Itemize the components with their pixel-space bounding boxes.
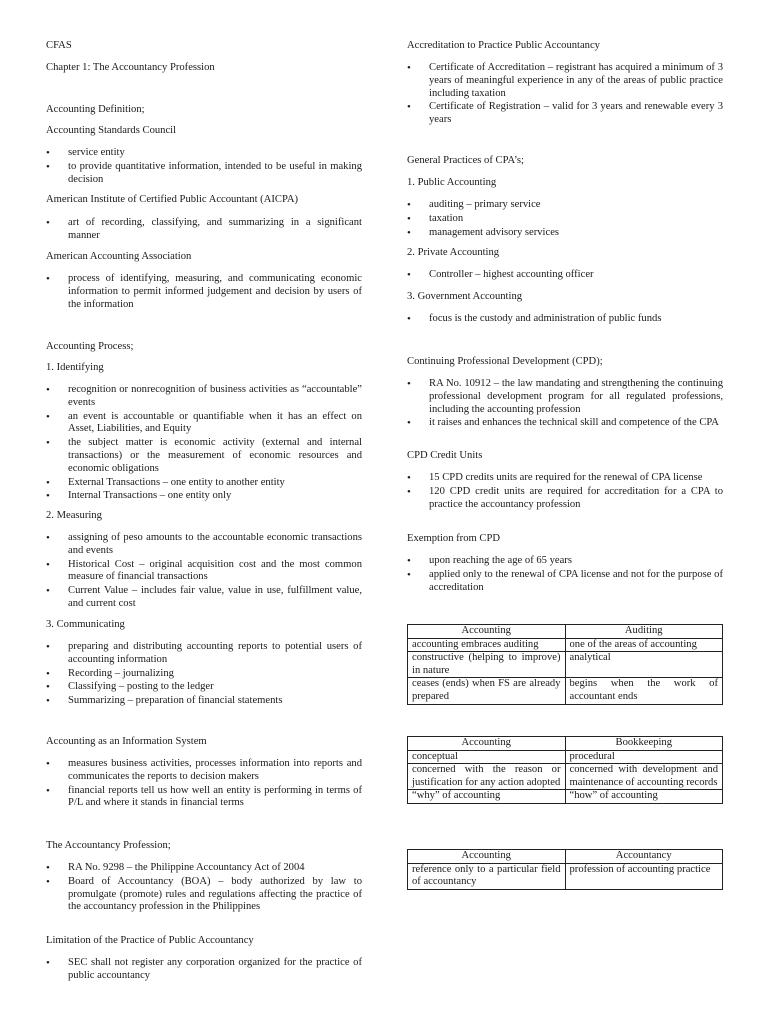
list-item: • management advisory services — [407, 227, 723, 240]
table-header-cell: Accounting — [408, 737, 566, 751]
private-accounting-list — [407, 269, 723, 283]
general-practices-heading: General Practices of CPA’s; — [407, 155, 525, 166]
measuring-list — [46, 532, 362, 612]
cpd-exemption-heading: Exemption from CPD — [407, 533, 500, 544]
asc-heading: Accounting Standards Council — [46, 125, 177, 136]
list-item: • Recording – journalizing — [46, 668, 362, 681]
list-item: • upon reaching the age of 65 years — [407, 555, 723, 568]
list-item: • measures business activities, processes information into reports and communicates the reports to decision makers — [46, 758, 362, 784]
accreditation-list — [407, 62, 723, 128]
public-accounting-heading: 1. Public Accounting — [407, 177, 497, 188]
communicating-heading: 3. Communicating — [46, 619, 125, 630]
cpd-exemption-list — [407, 555, 723, 595]
info-system-heading: Accounting as an Information System — [46, 736, 207, 747]
table-cell: profession of accounting practice — [565, 863, 723, 889]
list-item: • SEC shall not register any corporation organized for the practice of public accountancy — [46, 957, 362, 983]
list-item: • art of recording, classifying, and summarizing in a significant manner — [46, 217, 362, 243]
list-item: • Controller – highest accounting officer — [407, 269, 723, 282]
table-cell: “how” of accounting — [565, 790, 723, 804]
communicating-list — [46, 641, 362, 709]
asc-list — [46, 147, 362, 187]
list-item: • recognition or nonrecognition of business activities as “accountable” events — [46, 384, 362, 410]
list-item: • Certificate of Registration – valid for 3 years and renewable every 3 years — [407, 101, 723, 127]
list-item: • it raises and enhances the technical skill and competence of the CPA — [407, 417, 723, 430]
list-item: • Certificate of Accreditation – registrant has acquired a minimum of 3 years of meaningful experience in any of the areas of public practice including taxation — [407, 62, 723, 100]
cpd-heading: Continuing Professional Development (CPD); — [407, 356, 603, 367]
table-cell: conceptual — [408, 750, 566, 764]
list-item: • Historical Cost – original acquisition cost and the most common measure of financial transactions — [46, 559, 362, 585]
list-item: • to provide quantitative information, intended to be useful in making decision — [46, 161, 362, 187]
table-cell: concerned with the reason or justification for any action adopted — [408, 764, 566, 790]
table-cell: “why” of accounting — [408, 790, 566, 804]
chapter-title: Chapter 1: The Accountancy Profession — [46, 62, 215, 73]
table-header-cell: Accounting — [408, 625, 566, 639]
table-cell: procedural — [565, 750, 723, 764]
list-item: • applied only to the renewal of CPA license and not for the purpose of accreditation — [407, 569, 723, 595]
table-cell: accounting embraces auditing — [408, 638, 566, 652]
table-header-cell: Accountancy — [565, 850, 723, 864]
table-cell: analytical — [565, 652, 723, 678]
list-item: • Classifying – posting to the ledger — [46, 681, 362, 694]
profession-list — [46, 862, 362, 915]
list-item: • Current Value – includes fair value, value in use, fulfillment value, and current cost — [46, 585, 362, 611]
aicpa-heading: American Institute of Certified Public Accountant (AICPA) — [46, 194, 299, 205]
info-system-list — [46, 758, 362, 811]
table-cell: constructive (helping to improve) in nature — [408, 652, 566, 678]
list-item: • process of identifying, measuring, and communicating economic information to permit informed judgement and decision by users of the information — [46, 273, 362, 311]
definition-heading: Accounting Definition; — [46, 104, 145, 115]
table-row — [408, 863, 723, 889]
table-header-row — [408, 850, 723, 864]
list-item: • auditing – primary service — [407, 199, 723, 212]
limitation-heading: Limitation of the Practice of Public Accountancy — [46, 935, 254, 946]
private-accounting-heading: 2. Private Accounting — [407, 247, 500, 258]
table-row — [408, 652, 723, 678]
aaa-list — [46, 273, 362, 312]
cpd-list — [407, 378, 723, 431]
table-cell: ceases (ends) when FS are already prepared — [408, 678, 566, 704]
aaa-heading: American Accounting Association — [46, 251, 192, 262]
list-item: • RA No. 9298 – the Philippine Accountancy Act of 2004 — [46, 862, 362, 875]
table-row — [408, 764, 723, 790]
table-cell: begins when the work of accountant ends — [565, 678, 723, 704]
document-title: CFAS — [46, 40, 72, 51]
accreditation-heading: Accreditation to Practice Public Accountancy — [407, 40, 600, 51]
government-accounting-heading: 3. Government Accounting — [407, 291, 523, 302]
identifying-heading: 1. Identifying — [46, 362, 104, 373]
cpd-credit-heading: CPD Credit Units — [407, 450, 483, 461]
list-item: • 120 CPD credit units are required for accreditation for a CPA to practice the accountancy profession — [407, 486, 723, 512]
list-item: • the subject matter is economic activity (external and internal transactions) or the measurement of economic resources and economic obligations — [46, 437, 362, 475]
accounting-vs-accountancy-table — [407, 849, 723, 890]
public-accounting-list — [407, 199, 723, 240]
list-item: • Summarizing – preparation of financial statements — [46, 695, 362, 708]
list-item: • an event is accountable or quantifiable when it has an effect on Asset, Liabilities, and Equity — [46, 411, 362, 437]
table-cell: one of the areas of accounting — [565, 638, 723, 652]
list-item: • 15 CPD credits units are required for the renewal of CPA license — [407, 472, 723, 485]
table-cell: reference only to a particular field of accountancy — [408, 863, 566, 889]
process-heading: Accounting Process; — [46, 341, 134, 352]
table-header-cell: Accounting — [408, 850, 566, 864]
list-item: • focus is the custody and administration of public funds — [407, 313, 723, 326]
cpd-credit-list — [407, 472, 723, 512]
profession-heading: The Accountancy Profession; — [46, 840, 171, 851]
table-header-row — [408, 625, 723, 639]
table-row — [408, 750, 723, 764]
list-item: • taxation — [407, 213, 723, 226]
list-item: • RA No. 10912 – the law mandating and strengthening the continuing professional development program for all regulated professions, including the accounting profession — [407, 378, 723, 416]
list-item: • service entity — [46, 147, 362, 160]
list-item: • financial reports tell us how well an entity is performing in terms of P/L and where it stands in financial terms — [46, 785, 362, 811]
table-row — [408, 638, 723, 652]
aicpa-list — [46, 217, 362, 244]
table-row — [408, 678, 723, 704]
list-item: • Internal Transactions – one entity only — [46, 490, 362, 503]
table-header-cell: Bookkeeping — [565, 737, 723, 751]
list-item: • Board of Accountancy (BOA) – body authorized by law to promulgate (promote) rules and regulations affecting the practice of the accountancy profession in the Philippines — [46, 876, 362, 914]
table-header-row — [408, 737, 723, 751]
government-accounting-list — [407, 313, 723, 327]
table-header-cell: Auditing — [565, 625, 723, 639]
table-cell: concerned with development and maintenance of accounting records — [565, 764, 723, 790]
accounting-vs-auditing-table — [407, 624, 723, 705]
accounting-vs-bookkeeping-table — [407, 736, 723, 804]
list-item: • External Transactions – one entity to another entity — [46, 477, 362, 490]
list-item: • preparing and distributing accounting reports to potential users of accounting information — [46, 641, 362, 667]
identifying-list — [46, 384, 362, 504]
measuring-heading: 2. Measuring — [46, 510, 102, 521]
limitation-list — [46, 957, 362, 984]
list-item: • assigning of peso amounts to the accountable economic transactions and events — [46, 532, 362, 558]
table-row — [408, 790, 723, 804]
